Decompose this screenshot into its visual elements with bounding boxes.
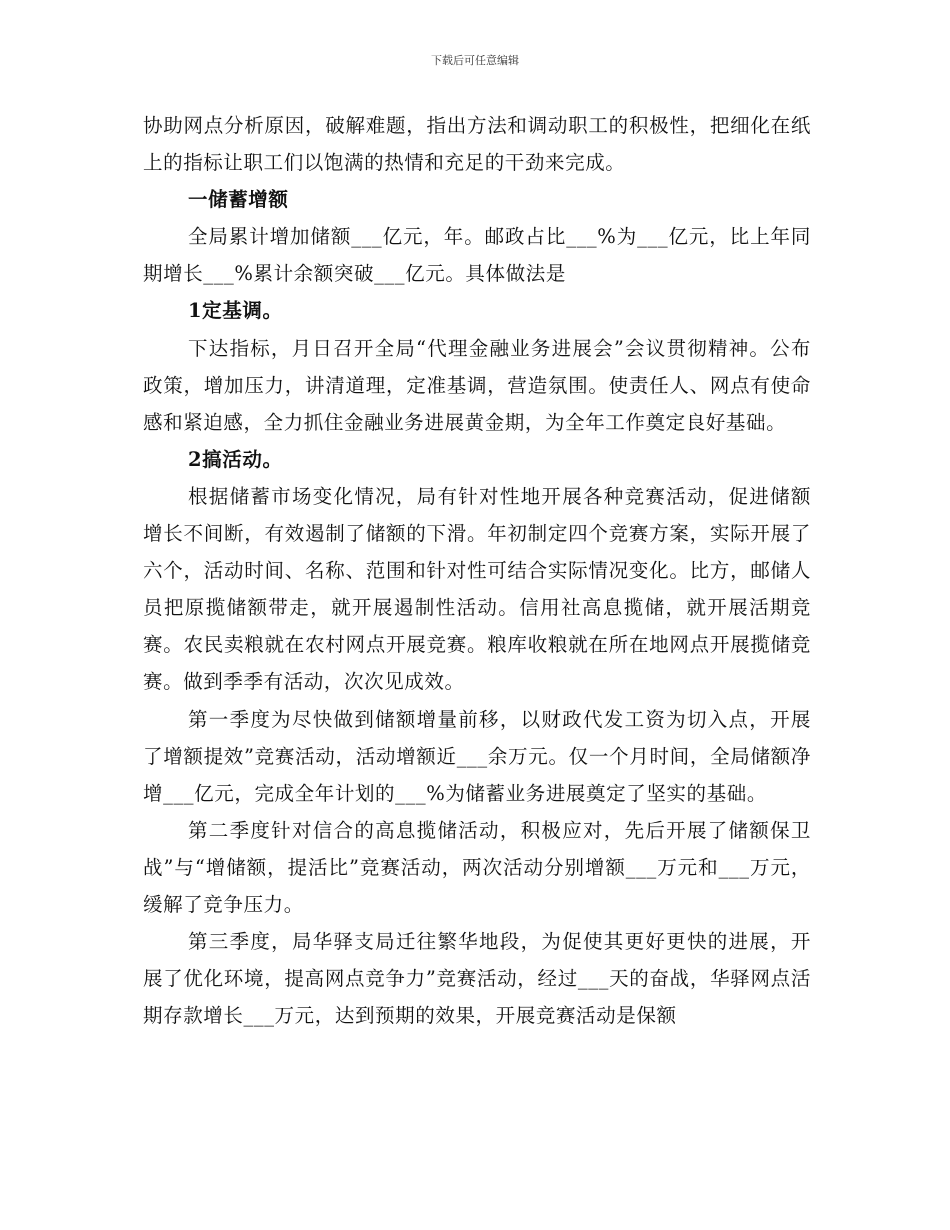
paragraph-activities: 根据储蓄市场变化情况，局有针对性地开展各种竞赛活动，促进储额增长不间断，有效遏制了储额的下滑。年初制定四个竞赛方案，实际开展了六个，活动时间、名称、范围和针对性可结合实际情况变化。比方，邮储人员把原揽储额带走，就开展遏制性活动。信用社高息揽储，就开展活期竞赛。农民卖粮就在农村网点开展竞赛。粮库收粮就在所在地网点开展揽储竞赛。做到季季有活动，次次见成效。 [143,484,811,694]
document-body [143,107,811,1034]
paragraph-savings-summary: 全局累计增加储额___亿元，年。邮政占比___%为___亿元，比上年同期增长___%累计余额突破___亿元。具体做法是 [143,225,811,286]
paragraph-q2: 第二季度针对信合的高息揽储活动，积极应对，先后开展了储额保卫战”与“增储额，提活比”竞赛活动，两次活动分别增额___万元和___万元，缓解了竞争压力。 [143,818,811,916]
paragraph-q3: 第三季度，局华驿支局迁往繁华地段，为促使其更好更快的进展，开展了优化环境，提高网点竞争力”竞赛活动，经过___天的奋战，华驿网点活期存款增长___万元，达到预期的效果，开展竞赛活动是保额 [143,930,811,1028]
section-heading-savings: 一储蓄增额 [188,188,289,212]
paragraph-set-tone: 下达指标，月日召开全局“代理金融业务进展会”会议贯彻精神。公布政策，增加压力，讲清道理，定准基调，营造氛围。使责任人、网点有使命感和紧迫感，全力抓住金融业务进展黄金期，为全年工作奠定良好基础。 [143,336,811,434]
paragraph-q1: 第一季度为尽快做到储额增量前移，以财政代发工资为切入点，开展了增额提效”竞赛活动，活动增额近___余万元。仅一个月时间，全局储额净增___亿元，完成全年计划的___%为储蓄业务进展奠定了坚实的基础。 [143,707,811,805]
paragraph-intro: 协助网点分析原因，破解难题，指出方法和调动职工的积极性，把细化在纸上的指标让职工们以饱满的热情和充足的干劲来完成。 [143,114,811,175]
subheading-set-tone: 1定基调。 [188,299,283,323]
page-header: 下载后可任意编辑 [431,54,519,67]
subheading-activities: 2搞活动。 [188,447,283,471]
